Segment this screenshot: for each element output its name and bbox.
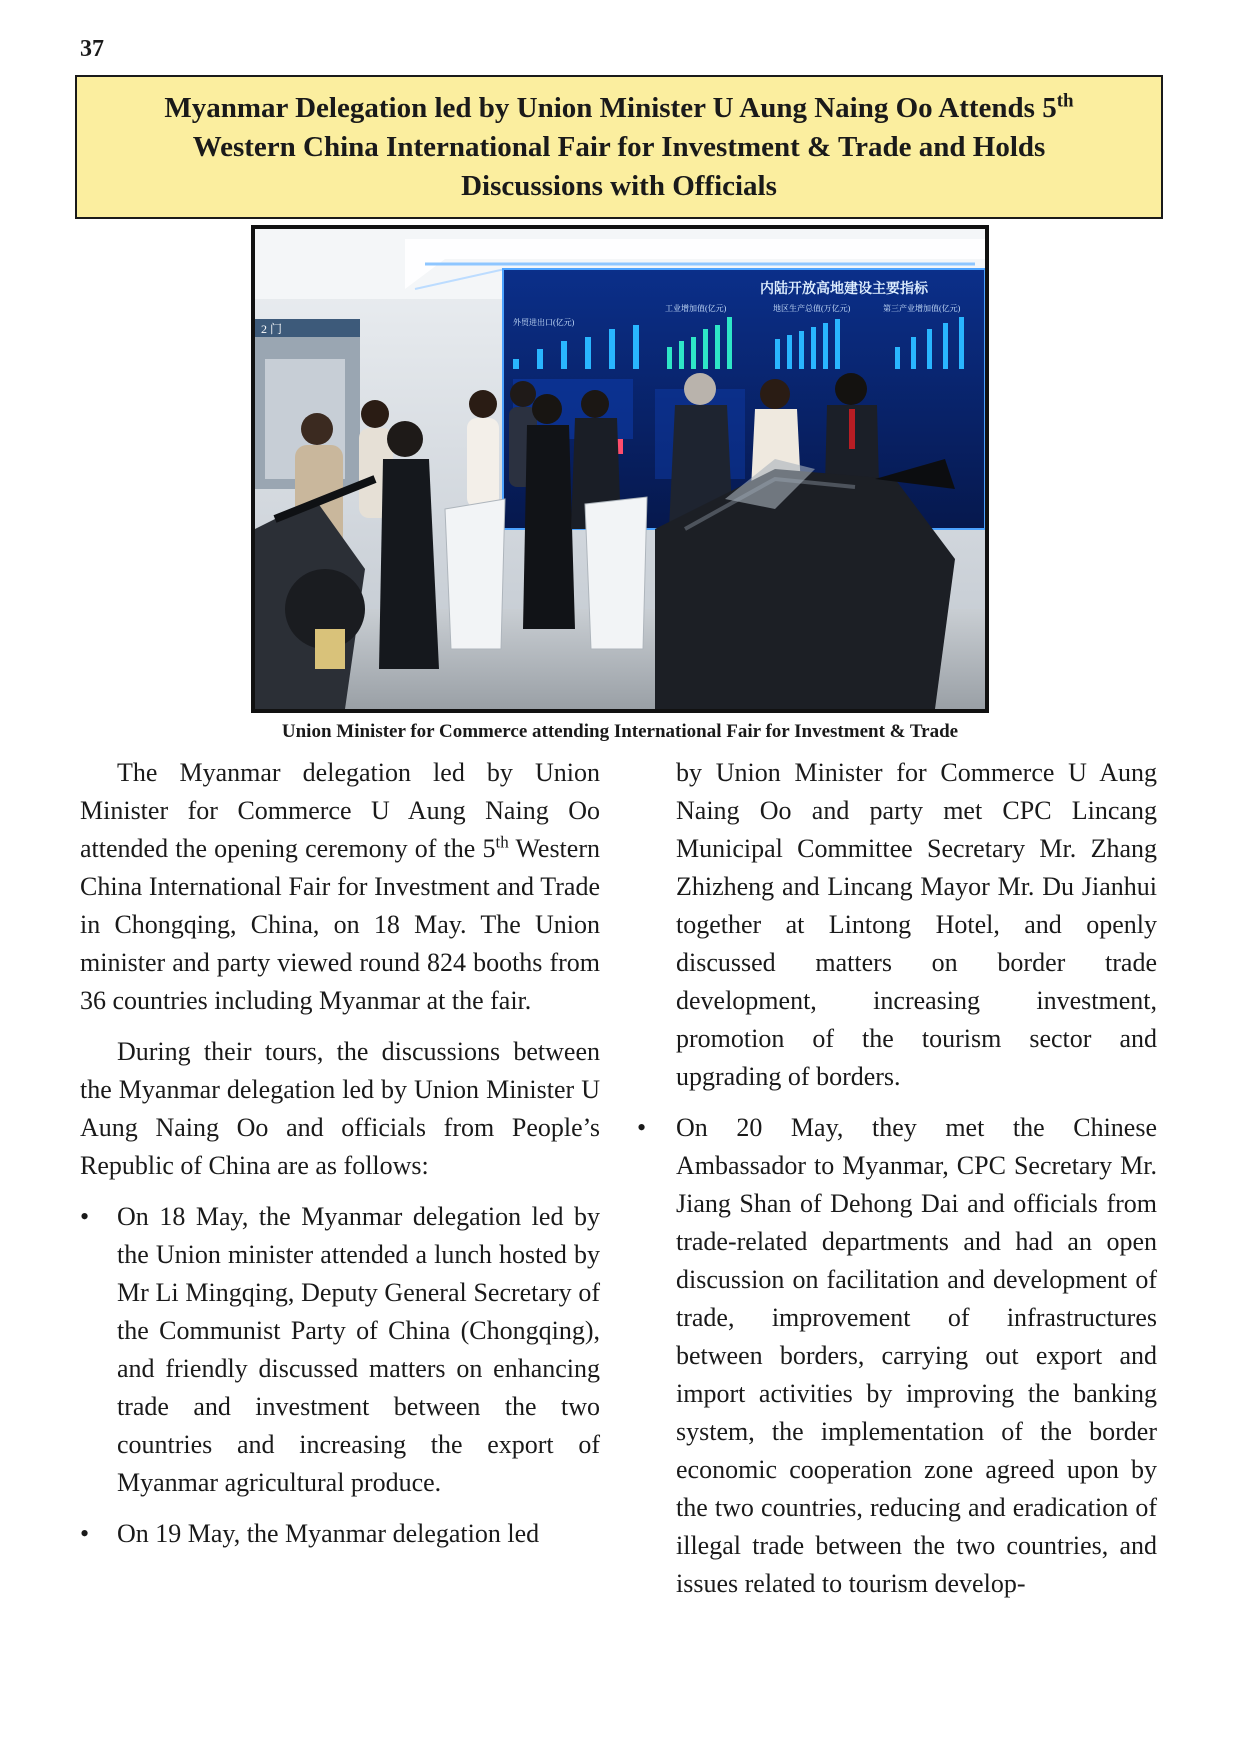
right-column — [637, 754, 1157, 1616]
intro-paragraph: The Myanmar delegation led by Union Minister for Commerce U Aung Naing Oo attended the opening ceremony of the 5th Western China International Fair for Investment and Trade in Chongqing, China, on 18 May. The Union minister and party viewed round 824 booths from 36 countries including Myanmar at the fair. — [80, 758, 600, 1015]
headline-box — [75, 75, 1163, 219]
screen-panel-3-label: 地区生产总值(万亿元) — [773, 304, 851, 313]
screen-header-text: 内陆开放高地建设主要指标 — [760, 282, 928, 297]
bullet-text: On 18 May, the Myanmar delegation led by the Union minister attended a lunch hosted by Mr Li Mingqing, Deputy General Secretary of the Communist Party of China (Chongqing), and friendly discussed matters on enhancing trade and investment between the two countries and increasing the export of Myanmar agricultural produce. — [117, 1202, 600, 1497]
bullet-marker: • — [80, 1519, 90, 1548]
news-photo — [251, 225, 989, 713]
list-item — [80, 1515, 600, 1553]
discussions-paragraph: During their tours, the discussions between the Myanmar delegation led by Union Minister U Aung Naing Oo and officials from People’s Republic of China are as follows: — [80, 1037, 600, 1180]
headline-line-2: Western China International Fair for Investment & Trade and Holds — [192, 130, 1046, 163]
screen-panel-4-label: 第三产业增加值(亿元) — [883, 304, 961, 313]
discussions-list — [80, 1198, 600, 1553]
screen-panel-2-label: 工业增加值(亿元) — [665, 304, 727, 313]
headline-line-1: Myanmar Delegation led by Union Minister U Aung Naing Oo Attends 5th — [164, 89, 1074, 124]
photo-caption: Union Minister for Commerce attending International Fair for Investment & Trade — [281, 721, 959, 742]
bullet-continuation: by Union Minister for Commerce U Aung Naing Oo and party met CPC Lincang Municipal Committee Secretary Mr. Zhang Zhizheng and Lincang Mayor Mr. Du Jianhui together at Lintong Hotel, and openly discussed matters on border trade development, increasing investment, promotion of the tourism sector and upgrading of borders. — [676, 758, 1157, 1091]
bullet-marker: • — [637, 1113, 647, 1142]
list-item — [637, 1109, 1157, 1603]
gate-sign-text: 2 门 — [261, 322, 283, 336]
page-number: 37 — [80, 36, 104, 62]
screen-panel-1-label: 外贸进出口(亿元) — [513, 318, 575, 327]
bullet-marker: • — [80, 1202, 90, 1231]
left-column — [80, 754, 600, 1566]
bullet-text: On 20 May, they met the Chinese Ambassador to Myanmar, CPC Secretary Mr. Jiang Shan of Dehong Dai and officials from trade-related departments and had an open discussion on facilitation and development of trade, improvement of infrastructures between borders, carrying out export and import activities by improving the banking system, the implementation of the border economic cooperation zone agreed upon by the two countries, reducing and eradication of illegal trade between the two countries, and issues related to tourism develop- — [676, 1113, 1157, 1598]
headline-line-3: Discussions with Officials — [461, 169, 777, 202]
bullet-text: On 19 May, the Myanmar delegation led — [117, 1519, 540, 1548]
list-item — [80, 1198, 600, 1502]
